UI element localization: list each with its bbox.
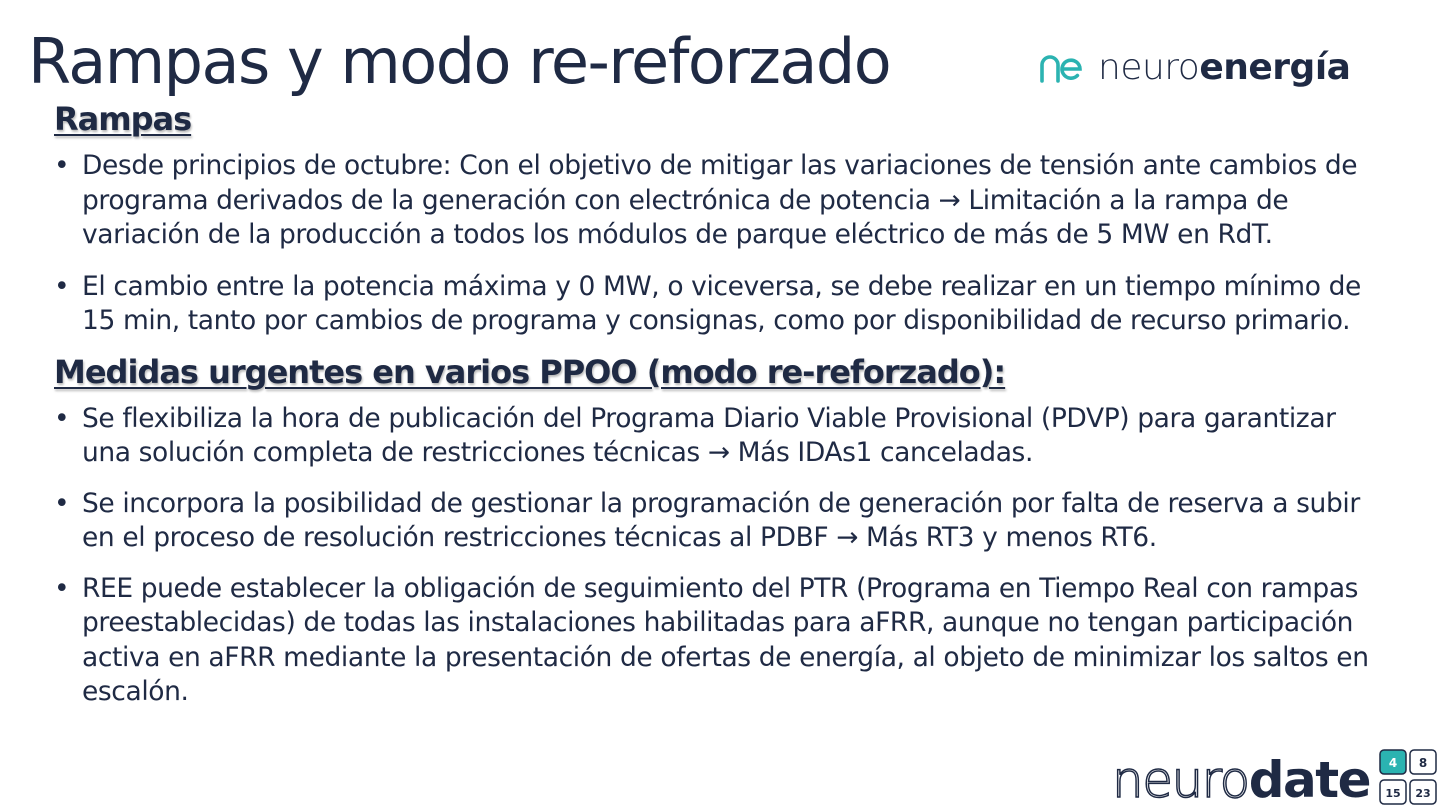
calendar-number: 15 xyxy=(1385,787,1401,800)
brand-name xyxy=(1098,46,1350,90)
neuroenergia-ne-logo-icon xyxy=(1038,49,1084,87)
bullet-item: • Desde principios de octubre: Con el objetivo de mitigar las variaciones de tensión ante cambios de programa derivados de la generación con electrónica de potencia → Limitación a la rampa de variación de la producción a todos los módulos de parque eléctrico de más de 5 MW en RdT. xyxy=(54,149,1384,253)
calendar-number: 23 xyxy=(1415,787,1431,800)
footer-name-bold: date xyxy=(1248,751,1371,809)
bullet-item: • Se flexibiliza la hora de publicación del Programa Diario Viable Provisional (PDVP) para garantizar una solución completa de restricciones técnicas → Más IDAs1 canceladas. xyxy=(54,402,1384,471)
footer-logo xyxy=(1112,748,1440,810)
slide-content xyxy=(54,96,1384,710)
section-heading-rampas: Rampas xyxy=(54,100,192,138)
brand-name-bold: energía xyxy=(1199,47,1351,88)
bullet-list-rampas xyxy=(54,149,1384,339)
bullet-list-medidas xyxy=(54,402,1384,710)
calendar-number: 4 xyxy=(1388,756,1398,770)
calendar-number: 8 xyxy=(1418,756,1428,770)
bullet-item: • REE puede establecer la obligación de seguimiento del PTR (Programa en Tiempo Real con rampas preestablecidas) de todas las instalaciones habilitadas para aFRR, aunque no tengan participación activa en aFRR mediante la presentación de ofertas de energía, al objeto de minimizar los saltos en escalón. xyxy=(54,572,1384,710)
bullet-item: • Se incorpora la posibilidad de gestionar la programación de generación por falta de reserva a subir en el proceso de resolución restricciones técnicas al PDBF → Más RT3 y menos RT6. xyxy=(54,487,1384,556)
footer-brand-name xyxy=(1112,750,1370,810)
section-heading-medidas-urgentes: Medidas urgentes en varios PPOO (modo re-reforzado): xyxy=(54,352,1006,391)
slide-title: Rampas y modo re-reforzado xyxy=(28,25,891,98)
brand-logo xyxy=(1038,46,1350,90)
footer-name-light: neuro xyxy=(1112,751,1249,809)
bullet-item: • El cambio entre la potencia máxima y 0 MW, o viceversa, se debe realizar en un tiempo mínimo de 15 min, tanto por cambios de programa y consignas, como por disponibilidad de recurso primario. xyxy=(54,270,1384,339)
brand-name-light: neuro xyxy=(1098,47,1200,88)
calendar-icon xyxy=(1378,748,1440,808)
